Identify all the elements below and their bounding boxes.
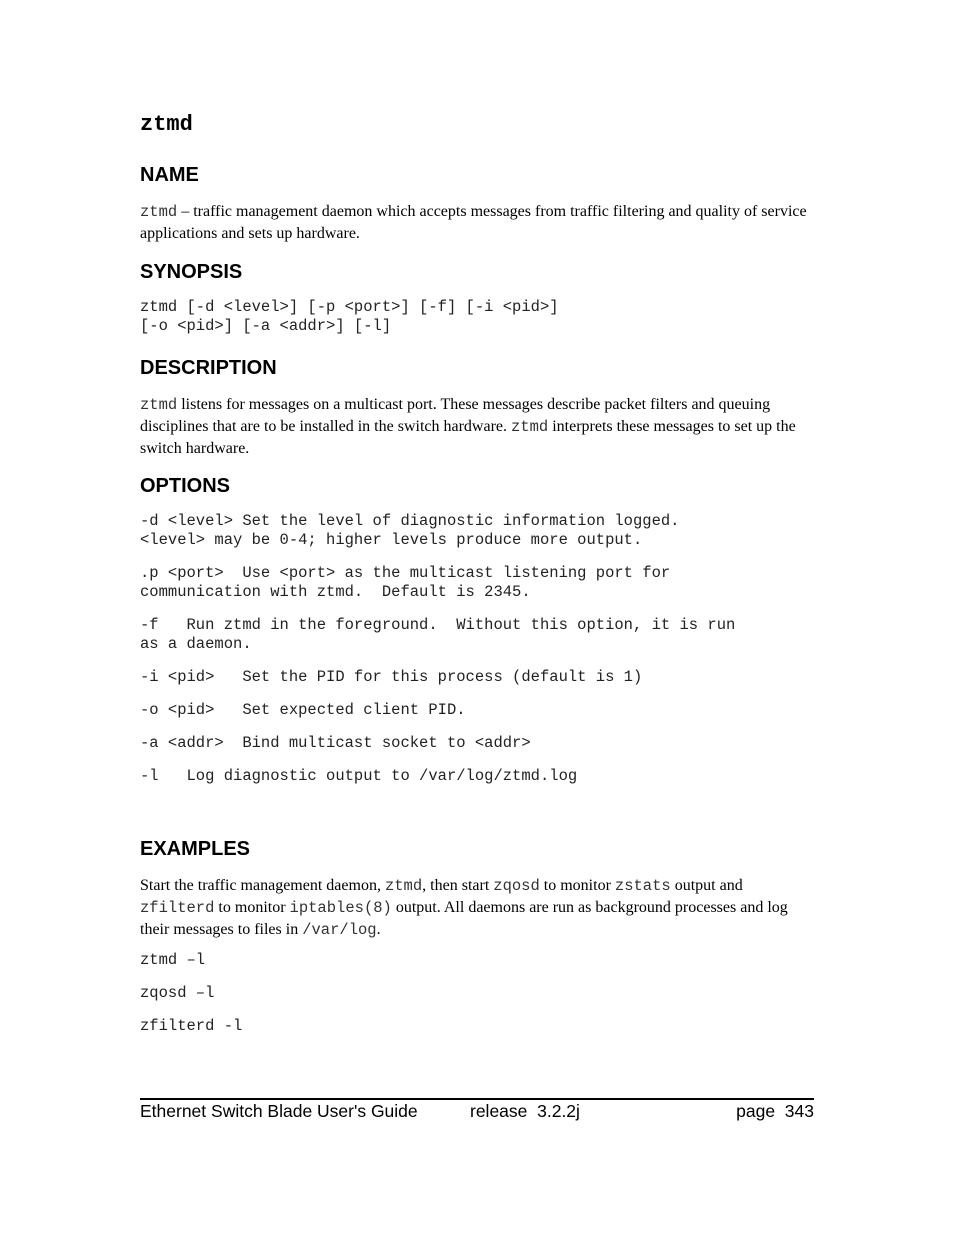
description-paragraph bbox=[140, 394, 814, 459]
examples-text: . bbox=[376, 921, 381, 938]
name-paragraph bbox=[140, 201, 814, 244]
examples-text: output. All daemons are run as background processes and log their messages to files in bbox=[140, 899, 788, 938]
option-item: -f Run ztmd in the foreground. Without this option, it is run as a daemon. bbox=[140, 616, 736, 653]
synopsis-line-1: ztmd [-d <level>] [-p <port>] [-f] [-i <pid>] bbox=[140, 298, 559, 316]
examples-text: , then start bbox=[422, 877, 494, 894]
description-heading: DESCRIPTION bbox=[140, 357, 277, 379]
examples-text: to monitor bbox=[539, 877, 615, 894]
examples-heading: EXAMPLES bbox=[140, 838, 251, 860]
footer-page-number: page 343 bbox=[736, 1101, 814, 1121]
examples-cmd: zqosd bbox=[493, 877, 540, 895]
example-command: zqosd –l bbox=[140, 984, 215, 1002]
page-title: ztmd bbox=[140, 112, 193, 137]
options-heading: OPTIONS bbox=[140, 475, 231, 497]
examples-cmd: /var/log bbox=[302, 921, 377, 939]
footer-release: release 3.2.2j bbox=[470, 1101, 580, 1121]
name-text: – traffic management daemon which accepts messages from traffic filtering and quality of service applications and sets up hardware. bbox=[140, 203, 807, 242]
page-footer bbox=[140, 1101, 814, 1123]
description-text-1: listens for messages on a multicast port. These messages describe packet filters and queuing disciplines that are to be installed in the switch hardware. bbox=[140, 396, 771, 435]
examples-paragraph bbox=[140, 875, 814, 941]
description-cmd-2: ztmd bbox=[511, 418, 549, 436]
option-item: -d <level> Set the level of diagnostic information logged. <level> may be 0-4; higher levels produce more output. bbox=[140, 512, 680, 549]
name-heading: NAME bbox=[140, 164, 199, 186]
synopsis-line-2: [-o <pid>] [-a <addr>] [-l] bbox=[140, 317, 392, 335]
examples-text: to monitor bbox=[214, 899, 290, 916]
examples-cmd: iptables(8) bbox=[289, 899, 392, 917]
footer-guide-title: Ethernet Switch Blade User's Guide bbox=[140, 1101, 418, 1121]
example-command: zfilterd -l bbox=[140, 1017, 243, 1035]
examples-cmd: zstats bbox=[614, 877, 671, 895]
option-item: -i <pid> Set the PID for this process (default is 1) bbox=[140, 668, 643, 686]
option-item: -o <pid> Set expected client PID. bbox=[140, 701, 466, 719]
examples-cmd: ztmd bbox=[384, 877, 423, 895]
option-item: -a <addr> Bind multicast socket to <addr> bbox=[140, 734, 531, 752]
example-command: ztmd –l bbox=[140, 951, 206, 969]
description-cmd-1: ztmd bbox=[140, 396, 178, 414]
description-text-2: interprets these messages to set up the switch hardware. bbox=[140, 418, 796, 457]
footer-divider bbox=[140, 1098, 814, 1100]
examples-text: output and bbox=[670, 877, 743, 894]
name-cmd: ztmd bbox=[140, 203, 178, 221]
examples-text: Start the traffic management daemon, bbox=[140, 877, 385, 894]
synopsis-heading: SYNOPSIS bbox=[140, 261, 243, 283]
option-item: -l Log diagnostic output to /var/log/ztmd.log bbox=[140, 767, 578, 785]
option-item: .p <port> Use <port> as the multicast listening port for communication with ztmd. Default is 2345. bbox=[140, 564, 671, 601]
examples-cmd: zfilterd bbox=[140, 899, 215, 917]
